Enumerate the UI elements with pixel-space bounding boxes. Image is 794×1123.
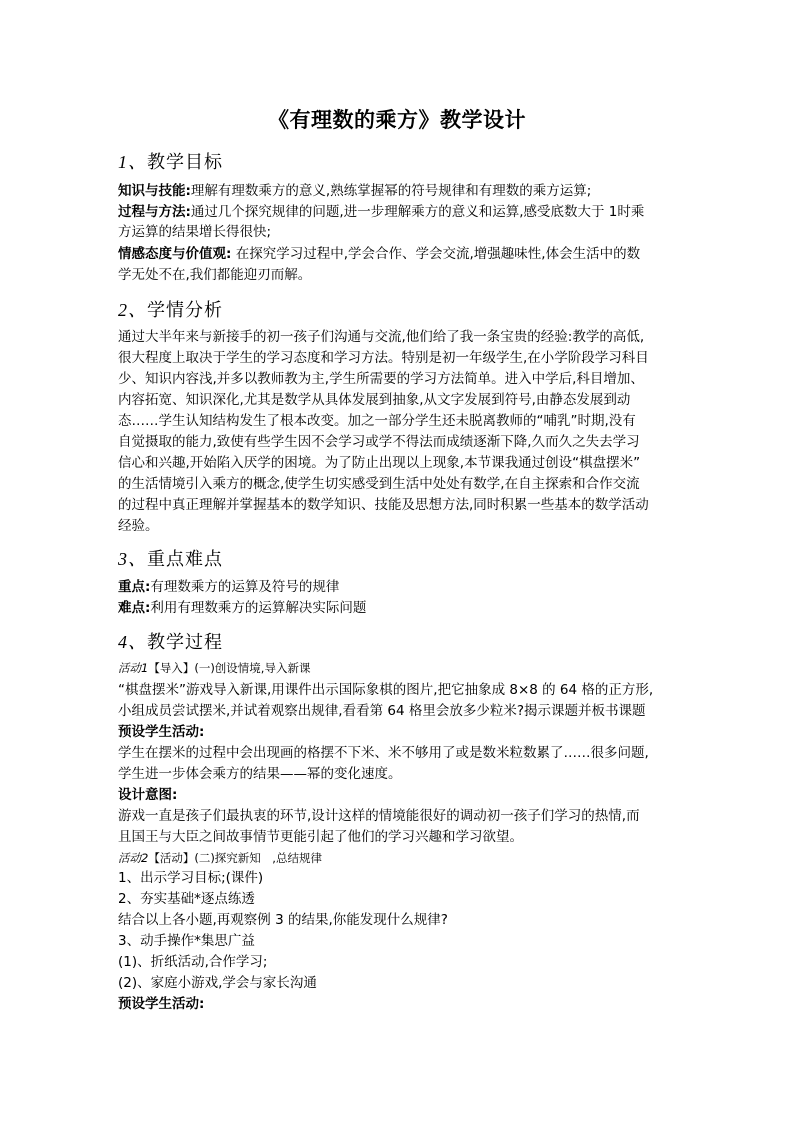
goal-knowledge-label: 知识与技能:: [118, 183, 191, 199]
activity-number: 2: [141, 851, 149, 865]
goal-process-label: 过程与方法:: [118, 204, 191, 220]
section-number: 2、: [118, 300, 147, 320]
section-label: 教学目标: [147, 152, 223, 173]
design-intent-line: 游戏一直是孩子们最执衷的环节,设计这样的情境能很好的调动初一孩子们学习的热情,而: [118, 808, 640, 824]
process-item: 结合以上各小题,再观察例 3 的结果,你能发现什么规律?: [118, 912, 448, 928]
process-item: (2)、家庭小游戏,学会与家长沟通: [118, 975, 317, 991]
key-point-text: 有理数乘方的运算及符号的规律: [150, 579, 340, 595]
section-label: 教学过程: [147, 632, 223, 653]
goal-process-text: 通过几个探究规律的问题,进一步理解乘方的意义和运算,感受底数大于 1时乘: [190, 204, 645, 220]
section-heading-goals: [118, 148, 223, 174]
activity-title: 【活动】(二)探究新知 ,总结规律: [148, 851, 322, 865]
process-item: (1)、折纸活动,合作学习;: [118, 954, 268, 970]
preset-activity-label-2: 预设学生活动:: [118, 996, 205, 1012]
analysis-line: 的生活情境引入乘方的概念,使学生切实感受到生活中处处有数学,在自主探索和合作交流: [118, 476, 640, 492]
section-number: 3、: [118, 549, 147, 569]
analysis-line: 很大程度上取决于学生的学习态度和学习方法。特别是初一年级学生,在小学阶段学习科目: [118, 350, 649, 366]
goal-process-cont: 方运算的结果增长得很快;: [118, 224, 272, 240]
preset-activity-line: 学生在摆米的过程中会出现画的格摆不下米、米不够用了或是数米粒数累了……很多问题,: [118, 745, 649, 761]
goal-emotion-cont: 学无处不在,我们都能迎刃而解。: [118, 267, 312, 283]
section-label: 学情分析: [147, 300, 223, 321]
activity-label: 活动: [118, 661, 141, 675]
activity-title: 【导入】(一)创设情境,导入新课: [148, 661, 311, 675]
goal-emotion: [118, 243, 640, 265]
activity-label: 活动: [118, 851, 141, 865]
analysis-line: 少、知识内容浅,并多以教师教为主,学生所需要的学习方法简单。进入中学后,科目增加、: [118, 371, 644, 387]
analysis-line: 经验。: [118, 518, 159, 534]
section-heading-analysis: [118, 296, 223, 322]
section-number: 4、: [118, 632, 147, 652]
section-heading-keypoints: [118, 545, 223, 571]
difficult-point-label: 难点:: [118, 600, 151, 616]
key-point: [118, 576, 339, 598]
section-number: 1、: [118, 152, 147, 172]
analysis-line: 通过大半年来与新接手的初一孩子们沟通与交流,他们给了我一条宝贵的经验:教学的高低,: [118, 329, 645, 345]
analysis-line: 自觉摄取的能力,致使有些学生因不会学习或学不得法而成绩逐渐下降,久而久之失去学习: [118, 434, 640, 450]
preset-activity-line: 学生进一步体会乘方的结果——幂的变化速度。: [118, 766, 402, 782]
design-intent-line: 且国王与大臣之间故事情节更能引起了他们的学习兴趣和学习欲望。: [118, 829, 523, 845]
goal-process: [118, 201, 644, 223]
analysis-line: 内容拓宽、知识深化,尤其是数学从具体发展到抽象,从文字发展到符号,由静态发展到动: [118, 392, 631, 408]
analysis-line: 信心和兴趣,开始陷入厌学的困境。为了防止出现以上现象,本节课我通过创设“棋盘摆米”: [118, 455, 641, 471]
activity-1-line: 小组成员尝试摆米,并试着观察出规律,看看第 64 格里会放多少粒米?揭示课题并板书课题: [118, 703, 646, 719]
process-item: 3、动手操作*集思广益: [118, 933, 255, 949]
goal-knowledge-text: 理解有理数乘方的意义,熟练掌握幂的符号规律和有理数的乘方运算;: [190, 183, 592, 199]
preset-activity-label: 预设学生活动:: [118, 724, 205, 740]
design-intent-label: 设计意图:: [118, 787, 178, 803]
activity-1-heading: [118, 657, 310, 679]
difficult-point-text: 利用有理数乘方的运算解决实际问题: [150, 600, 367, 616]
document-title: 《有理数的乘方》教学设计: [268, 107, 526, 132]
analysis-line: 的过程中真正理解并掌握基本的数学知识、技能及思想方法,同时积累一些基本的数学活动: [118, 497, 649, 513]
difficult-point: [118, 597, 366, 619]
goal-emotion-label: 情感态度与价值观:: [118, 246, 232, 262]
activity-2-heading: [118, 847, 322, 869]
key-point-label: 重点:: [118, 579, 151, 595]
section-heading-process: [118, 628, 223, 654]
goal-knowledge: [118, 180, 591, 202]
process-item: 1、出示学习目标;(课件): [118, 870, 264, 886]
process-item: 2、夯实基础*逐点练透: [118, 891, 255, 907]
goal-emotion-text: 在探究学习过程中,学会合作、学会交流,增强趣味性,体会生活中的数: [231, 246, 641, 262]
section-label: 重点难点: [147, 549, 223, 570]
activity-1-line: “棋盘摆米”游戏导入新课,用课件出示国际象棋的图片,把它抽象成 8×8 的 64 格的正方形,: [118, 682, 654, 698]
analysis-line: 态……学生认知结构发生了根本改变。加之一部分学生还未脱离教师的“哺乳”时期,没有: [118, 413, 636, 429]
activity-number: 1: [141, 661, 149, 675]
